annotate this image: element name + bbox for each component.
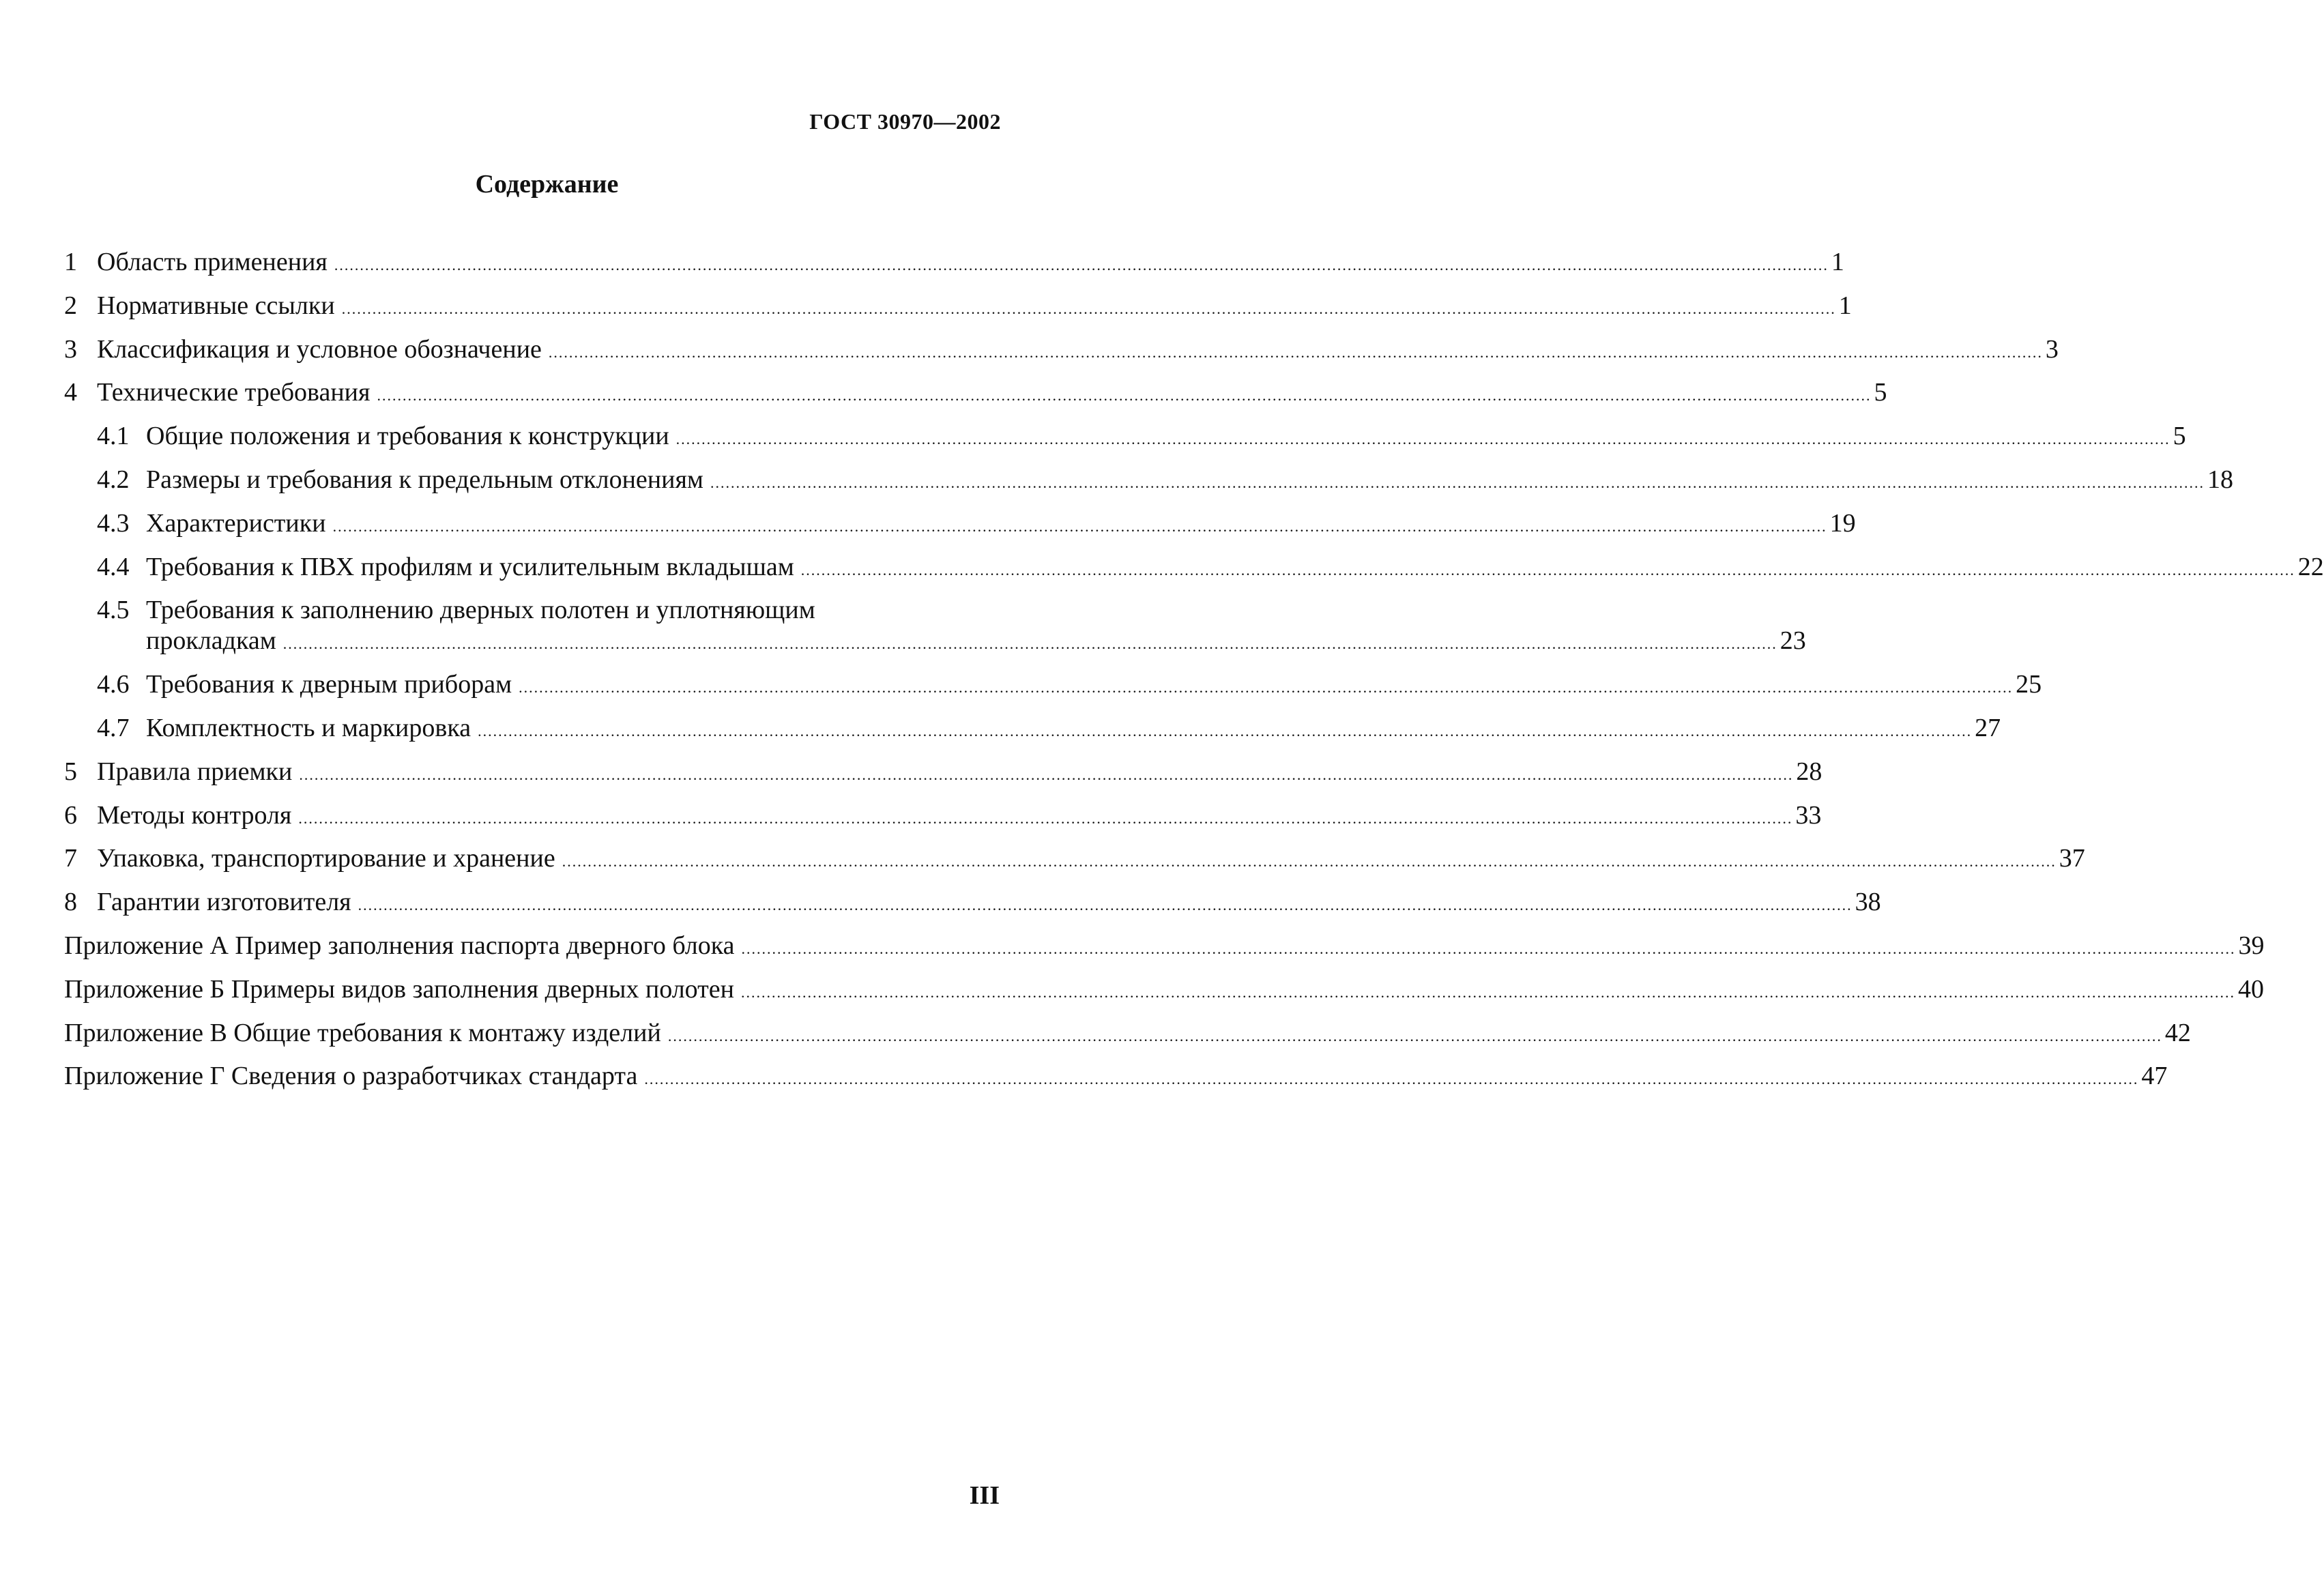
- dot-leader: [741, 933, 2235, 964]
- dot-leader: [342, 293, 1836, 324]
- toc-entry-page: 40: [2237, 974, 2264, 1004]
- toc-entry-4-6[interactable]: [64, 669, 2042, 703]
- toc-entry-title: Требования к заполнению дверных полотен и уплотняющим: [146, 596, 815, 625]
- toc-entry-appendix-v[interactable]: [64, 1018, 2191, 1051]
- toc-entry-page: 5: [2173, 422, 2186, 451]
- toc-entry-title: Методы контроля: [97, 800, 292, 830]
- toc-entry-title: Классификация и условное обозначение: [97, 334, 542, 364]
- table-of-contents: [64, 247, 2324, 1105]
- toc-entry-number: 8: [64, 888, 77, 917]
- toc-entry-page: 1: [1831, 248, 1844, 276]
- dot-leader: [710, 467, 2205, 498]
- toc-entry-page: 3: [2045, 334, 2059, 364]
- toc-entry-title: Приложение В Общие требования к монтажу изделий: [64, 1018, 661, 1047]
- toc-entry-title: Общие положения и требования к конструкции: [146, 422, 669, 451]
- toc-title: Содержание: [475, 170, 619, 199]
- toc-entry-1[interactable]: [64, 247, 1844, 280]
- toc-entry-4-2[interactable]: [64, 465, 2233, 498]
- document-code: ГОСТ 30970—2002: [809, 109, 1001, 134]
- toc-entry-7[interactable]: [64, 843, 2085, 877]
- toc-entry-page: 38: [1855, 888, 1881, 917]
- dot-leader: [741, 977, 2235, 1008]
- toc-entry-number: 1: [64, 248, 77, 276]
- dot-leader: [562, 846, 2057, 877]
- toc-entry-number: 4.3: [97, 508, 130, 538]
- toc-entry-number: 4.7: [97, 713, 130, 742]
- toc-entry-title: Технические требования: [97, 378, 371, 407]
- toc-entry-title: Область применения: [97, 248, 328, 276]
- toc-entry-title: Размеры и требования к предельным отклонениям: [146, 465, 703, 494]
- toc-entry-number: 3: [64, 334, 77, 364]
- toc-entry-number: 4.5: [97, 596, 130, 625]
- dot-leader: [676, 424, 2170, 454]
- toc-entry-page: 22: [2297, 552, 2324, 581]
- toc-entry-4-5[interactable]: [64, 595, 1806, 659]
- toc-entry-number: 4.1: [97, 422, 130, 451]
- dot-leader: [549, 337, 2043, 368]
- toc-entry-page: 47: [2141, 1062, 2168, 1091]
- toc-entry-4-4[interactable]: [64, 552, 2324, 585]
- toc-entry-title: Правила приемки: [97, 757, 293, 786]
- toc-entry-2[interactable]: [64, 291, 1852, 324]
- toc-entry-page: 23: [1780, 626, 1806, 656]
- dot-leader: [283, 628, 1777, 659]
- toc-entry-number: 4.2: [97, 465, 130, 494]
- toc-entry-page: 25: [2016, 670, 2042, 699]
- toc-entry-5[interactable]: [64, 757, 1822, 790]
- toc-entry-title: Упаковка, транспортирование и хранение: [97, 844, 555, 873]
- toc-entry-number: 7: [64, 844, 77, 873]
- toc-entry-title: Нормативные ссылки: [97, 291, 335, 320]
- toc-entry-title: Гарантии изготовителя: [97, 888, 351, 917]
- toc-entry-number: 4: [64, 378, 77, 407]
- dot-leader: [377, 380, 1871, 411]
- page-number: III: [969, 1481, 1000, 1510]
- toc-entry-6[interactable]: [64, 800, 1822, 834]
- toc-entry-4-7[interactable]: [64, 713, 2001, 746]
- dot-leader: [298, 803, 1792, 834]
- toc-entry-4[interactable]: [64, 377, 1887, 411]
- toc-entry-8[interactable]: [64, 887, 1881, 920]
- dot-leader: [358, 890, 1853, 920]
- toc-entry-title: Требования к ПВХ профилям и усилительным вкладышам: [146, 552, 794, 581]
- toc-entry-page: 19: [1829, 508, 1856, 538]
- toc-entry-title-continuation: прокладкам: [146, 626, 276, 656]
- toc-entry-title: Комплектность и маркировка: [146, 713, 471, 742]
- toc-entry-appendix-a[interactable]: [64, 931, 2265, 964]
- toc-entry-page: 18: [2207, 465, 2233, 494]
- dot-leader: [519, 672, 2013, 703]
- dot-leader: [644, 1064, 2138, 1094]
- toc-entry-page: 28: [1796, 757, 1822, 786]
- toc-entry-page: 37: [2059, 844, 2085, 873]
- toc-entry-title: Требования к дверным приборам: [146, 670, 512, 699]
- toc-entry-3[interactable]: [64, 334, 2059, 368]
- dot-leader: [334, 250, 1829, 280]
- toc-entry-number: 2: [64, 291, 77, 320]
- dot-leader: [333, 511, 1827, 542]
- toc-entry-page: 39: [2238, 931, 2265, 960]
- dot-leader: [801, 555, 2295, 585]
- toc-entry-title: Приложение А Пример заполнения паспорта дверного блока: [64, 931, 735, 960]
- toc-entry-title: Приложение Б Примеры видов заполнения дверных полотен: [64, 974, 734, 1004]
- toc-entry-4-3[interactable]: [64, 508, 1856, 542]
- toc-entry-page: 1: [1838, 291, 1852, 320]
- toc-entry-number: 6: [64, 800, 77, 830]
- toc-entry-number: 4.6: [97, 670, 130, 699]
- toc-entry-page: 33: [1795, 800, 1822, 830]
- toc-entry-4-1[interactable]: [64, 421, 2186, 454]
- toc-entry-appendix-g[interactable]: [64, 1061, 2168, 1094]
- toc-entry-page: 5: [1874, 378, 1887, 407]
- toc-entry-number: 5: [64, 757, 77, 786]
- dot-leader: [668, 1021, 2162, 1051]
- toc-entry-title: Характеристики: [146, 508, 326, 538]
- toc-entry-page: 42: [2164, 1018, 2191, 1047]
- dot-leader: [478, 716, 1972, 746]
- toc-entry-number: 4.4: [97, 552, 130, 581]
- toc-entry-appendix-b[interactable]: [64, 974, 2264, 1008]
- toc-entry-page: 27: [1975, 713, 2001, 742]
- toc-entry-title: Приложение Г Сведения о разработчиках стандарта: [64, 1062, 638, 1091]
- dot-leader: [299, 759, 1793, 790]
